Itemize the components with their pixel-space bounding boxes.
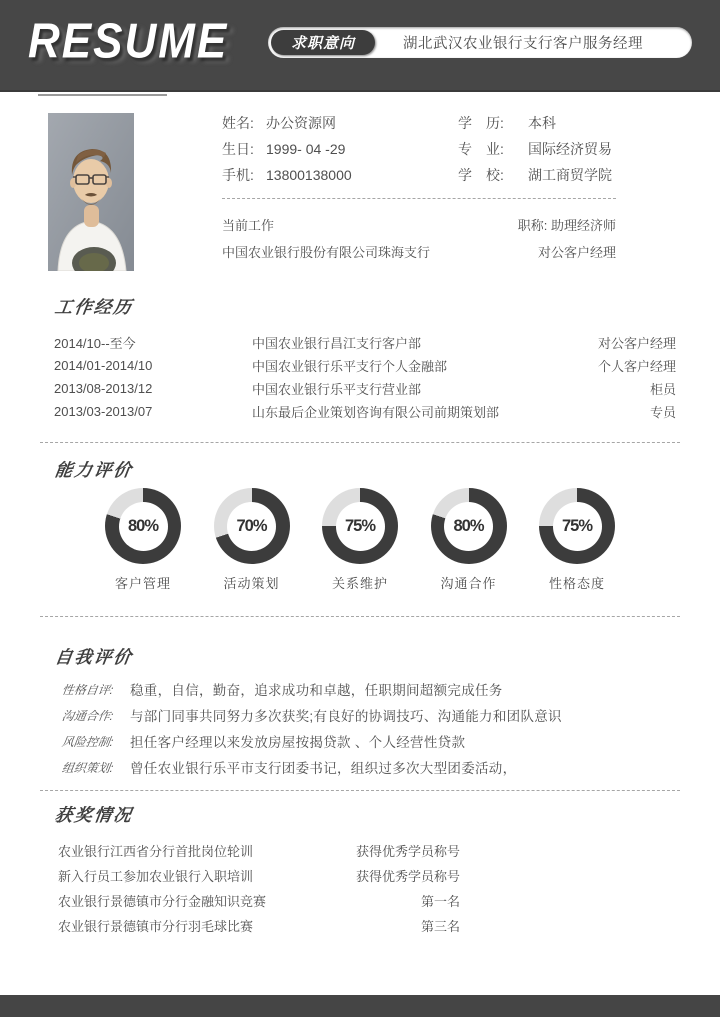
self-eval-label: 风险控制:	[60, 734, 115, 749]
self-eval-label: 性格自评:	[60, 682, 115, 697]
award-result: 第三名	[420, 919, 460, 934]
personal-info	[222, 110, 616, 265]
award-result: 获得优秀学员称号	[355, 869, 460, 884]
work-role: 对公客户经理	[597, 336, 676, 351]
skill-label: 活动策划	[223, 576, 280, 591]
work-org: 中国农业银行乐平支行营业部	[252, 382, 422, 397]
info-row	[222, 136, 616, 162]
skill-donut-chart	[539, 488, 615, 564]
section-title-awards: 获奖情况	[53, 805, 135, 825]
major-value: 国际经济贸易	[528, 141, 612, 157]
self-eval-label: 沟通合作:	[60, 708, 115, 723]
award-result: 获得优秀学员称号	[355, 844, 460, 859]
section-title-skills: 能力评价	[53, 460, 135, 480]
info-divider	[222, 198, 616, 199]
work-row	[54, 354, 676, 377]
skill-donut-chart	[322, 488, 398, 564]
self-eval-text: 与部门同事共同努力多次获奖;有良好的协调技巧、沟通能力和团队意识	[130, 709, 562, 724]
award-row	[58, 913, 460, 938]
job-intention-title: 湖北武汉农业银行支行客户服务经理	[403, 36, 643, 52]
major-label: 专 业:	[458, 141, 504, 157]
skill-item	[103, 488, 183, 592]
award-row	[58, 838, 460, 863]
job-intention-label: 求职意向	[271, 30, 375, 55]
current-work-label: 当前工作	[222, 218, 275, 233]
job-intention-badge	[268, 27, 692, 58]
self-eval-text: 担任客户经理以来发放房屋按揭贷款 、个人经营性贷款	[130, 735, 466, 750]
skill-item	[429, 488, 509, 592]
award-name: 农业银行景德镇市分行金融知识竞赛	[58, 894, 267, 909]
section-divider	[40, 616, 680, 617]
current-company: 中国农业银行股份有限公司珠海支行	[222, 245, 431, 260]
award-name: 农业银行景德镇市分行羽毛球比赛	[58, 919, 254, 934]
skill-item	[537, 488, 617, 592]
work-org: 中国农业银行昌江支行客户部	[252, 336, 422, 351]
self-eval-label: 组织策划:	[60, 760, 115, 775]
section-title-self: 自我评价	[53, 647, 135, 667]
award-name: 农业银行江西省分行首批岗位轮训	[58, 844, 254, 859]
section-divider	[40, 790, 680, 791]
work-period: 2013/03-2013/07	[54, 404, 153, 419]
name-value: 办公资源网	[266, 115, 336, 131]
award-row	[58, 863, 460, 888]
work-row	[54, 377, 676, 400]
info-row	[222, 110, 616, 136]
phone-label: 手机:	[222, 167, 254, 183]
current-company-row	[222, 238, 616, 265]
skills-donut-row	[103, 488, 617, 592]
award-name: 新入行员工参加农业银行入职培训	[58, 869, 254, 884]
profile-photo	[48, 113, 134, 271]
header-accent-line	[38, 94, 167, 96]
work-period: 2013/08-2013/12	[54, 381, 153, 396]
skill-percent: 80%	[127, 516, 159, 535]
education-value: 本科	[528, 115, 556, 131]
self-eval-row	[62, 676, 662, 702]
skill-donut-chart	[214, 488, 290, 564]
header-bar	[0, 0, 720, 92]
current-position: 对公客户经理	[537, 245, 616, 260]
award-result: 第一名	[420, 894, 460, 909]
skill-label: 关系维护	[331, 576, 388, 591]
skill-percent: 75%	[561, 516, 593, 535]
award-row	[58, 888, 460, 913]
work-org: 中国农业银行乐平支行个人金融部	[252, 359, 448, 374]
work-period: 2014/10--至今	[54, 336, 136, 351]
self-eval-text: 稳重，自信，勤奋，追求成功和卓越，任职期间超额完成任务	[130, 683, 503, 698]
work-role: 个人客户经理	[597, 359, 676, 374]
self-evaluation-list	[62, 676, 662, 780]
footer-bar	[0, 995, 720, 1017]
skill-donut-chart	[105, 488, 181, 564]
skill-percent: 75%	[344, 516, 376, 535]
self-eval-text: 曾任农业银行乐平市支行团委书记，组织过多次大型团委活动，	[130, 761, 517, 776]
work-period: 2014/01-2014/10	[54, 358, 153, 373]
skill-item	[212, 488, 292, 592]
info-row	[222, 162, 616, 188]
work-role: 专员	[649, 405, 676, 420]
school-value: 湖工商贸学院	[528, 167, 612, 183]
birthday-value: 1999- 04 -29	[266, 141, 346, 157]
work-row	[54, 400, 676, 423]
work-experience-list	[54, 331, 676, 423]
current-work-row	[222, 211, 616, 238]
work-role: 柜员	[649, 382, 676, 397]
self-eval-row	[62, 754, 662, 780]
skill-label: 客户管理	[114, 576, 171, 591]
skill-item	[320, 488, 400, 592]
skill-percent: 80%	[453, 516, 484, 535]
section-divider	[40, 442, 680, 443]
resume-logo: RESUME	[28, 14, 229, 69]
self-eval-row	[62, 702, 662, 728]
self-eval-row	[62, 728, 662, 754]
birthday-label: 生日:	[222, 141, 254, 157]
education-label: 学 历:	[458, 115, 504, 131]
job-title: 职称: 助理经济师	[517, 218, 616, 233]
skill-donut-chart	[431, 488, 507, 564]
skill-percent: 70%	[236, 516, 267, 535]
name-label: 姓名:	[222, 115, 254, 131]
phone-value: 13800138000	[266, 167, 352, 183]
work-row	[54, 331, 676, 354]
skill-label: 性格态度	[548, 576, 605, 591]
skill-label: 沟通合作	[440, 576, 497, 591]
section-title-work: 工作经历	[53, 297, 135, 317]
work-org: 山东最后企业策划咨询有限公司前期策划部	[252, 405, 500, 420]
school-label: 学 校:	[458, 167, 504, 183]
awards-list	[58, 838, 460, 938]
